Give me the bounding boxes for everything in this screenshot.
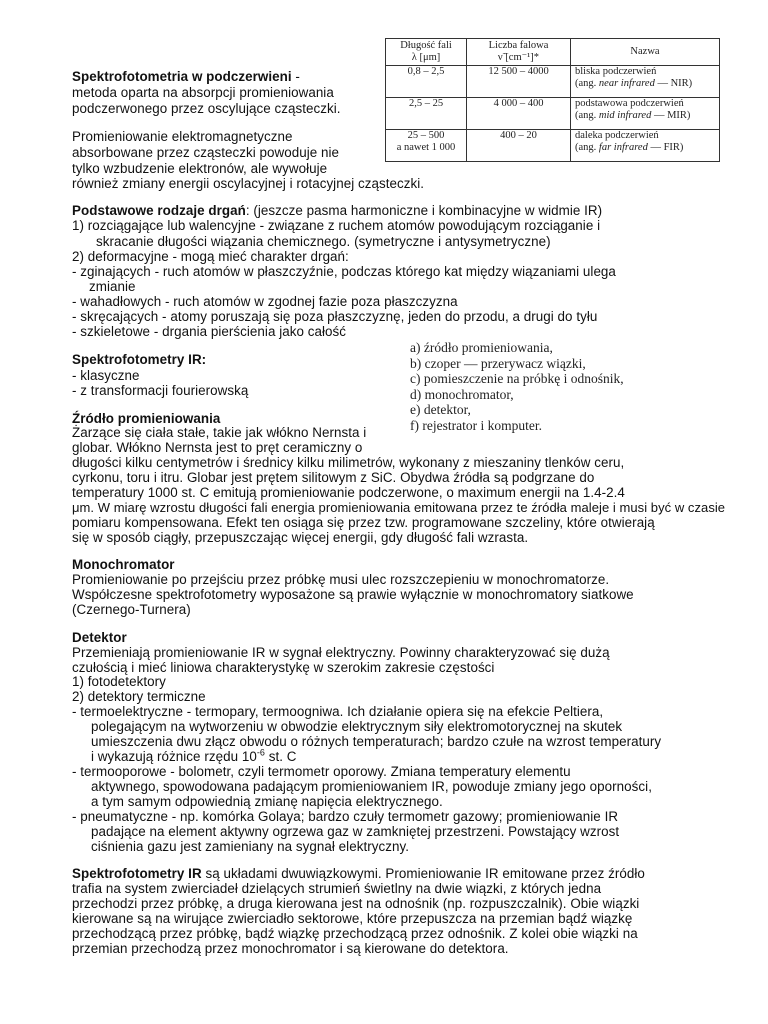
source-heading: Źródło promieniowania [72, 411, 221, 426]
text-line: zmianie [89, 279, 136, 294]
list-item: e) detektor, [410, 402, 471, 418]
text-line: kierowane są na wirujące zwierciadło sektorowe, które przepuszcza na przemian bądź wiązkę [72, 911, 633, 926]
text-line: Współczesne spektrofotometry wyposażone są prawie wyłącznie w monochromatory siatkowe [72, 587, 634, 602]
text-line: - skręcających - atomy poruszają się poza płaszczyznę, jeden do przodu, a drugi do tyłu [72, 309, 598, 324]
text-line: przechodzącą przez próbkę, bądź wiązkę przechodzącą przez odnośnik. Z kolei obie wiązki na [72, 926, 638, 941]
table-row [386, 98, 720, 130]
table-row [386, 66, 720, 98]
text-line: polegającym na wytworzeniu w obwodzie elektrycznym siły elektromotorycznej na skutek [91, 719, 623, 734]
table-cell: bliska podczerwień (ang. near infrared — NIR) [571, 66, 720, 98]
detector-heading: Detektor [72, 630, 127, 645]
text-line: - z transformacji fourierowską [72, 383, 249, 398]
text-line: - szkieletowe - drgania pierścienia jako całość [72, 324, 347, 339]
intro-line: metoda oparta na absorpcji promieniowania [72, 85, 334, 100]
table-row [386, 130, 720, 162]
text-line: temperatury 1000 st. C emitują promieniowanie podczerwone, o maximum energii na 1.4-2.4 [72, 485, 625, 500]
table-header-row [386, 39, 720, 66]
text-line: Spektrofotometry IR są układami dwuwiązkowymi. Promieniowanie IR emitowane przez źródło [72, 866, 645, 881]
list-item: b) czoper — przerywacz wiązki, [410, 355, 586, 371]
spectrophotometers-heading: Spektrofotometry IR: [72, 352, 207, 367]
text-line: się w sposób ciągły, przepuszczając więcej energii, gdy długość fali wzrasta. [72, 530, 529, 545]
text-line: - termooporowe - bolometr, czyli termometr oporowy. Zmiana temperatury elementu [72, 764, 571, 779]
text-line: ciśnienia gazu jest zamieniany na sygnał elektryczny. [91, 839, 409, 854]
text-line: a tym samym odpowiednią zmianę napięcia elektrycznego. [91, 794, 443, 809]
text-line: trafia na system zwierciadeł dzielących strumień świetlny na dwie wiązki, z których jedna [72, 881, 602, 896]
text-line: Promieniowanie po przejściu przez próbkę musi ulec rozszczepieniu w monochromatorze. [72, 572, 610, 587]
intro-line: tylko wzbudzenie elektronów, ale wywołuje [72, 161, 328, 176]
text-line: - termoelektryczne - termopary, termoogniwa. Ich działanie opiera się na efekcie Peltiera, [72, 704, 604, 719]
text-line: 1) fotodetektory [72, 674, 166, 689]
text-line: - zginających - ruch atomów w płaszczyźnie, podczas którego kat między wiązaniami ulega [72, 264, 616, 279]
list-item: d) monochromator, [410, 386, 514, 402]
instrument-parts-list [410, 340, 650, 436]
text-line: czułością i mieć liniowa charakterystykę w szerokim zakresie częstości [72, 660, 495, 675]
text-line: 1) rozciągające lub walencyjne - związane z ruchem atomów powodującym rozciąganie i [72, 218, 601, 233]
text-line: aktywnego, spowodowana padającym promieniowaniem IR, powoduje zmiany jego oporności, [91, 779, 652, 794]
intro-line: podczerwonego przez oscylujące cząsteczki. [72, 101, 341, 116]
text-line: przemian przechodzą przez monochromator i są kierowane do detektora. [72, 941, 509, 956]
intro-line: Promieniowanie elektromagnetyczne [72, 129, 293, 144]
table-header-wavenumber: Liczba falowa ν̃ [cm⁻¹]* [467, 39, 571, 66]
ir-ranges-table [385, 38, 720, 162]
text-line: Żarzące się ciała stałe, takie jak włókno Nernsta i [72, 425, 367, 440]
table-cell: podstawowa podczerwień (ang. mid infrared — MIR) [571, 98, 720, 130]
text-line: - wahadłowych - ruch atomów w zgodnej fazie poza płaszczyzna [72, 294, 458, 309]
table-cell: 25 – 500 a nawet 1 000 [386, 130, 467, 162]
list-item: f) rejestrator i komputer. [410, 417, 542, 433]
intro-title: Spektrofotometria w podczerwieni [72, 69, 292, 84]
table-header-name: Nazwa [571, 39, 720, 66]
vibrations-heading: Podstawowe rodzaje drgań [72, 203, 246, 218]
text-line: przechodzi przez próbkę, a druga kierowana jest na odnośnik (np. rozpuszczalnik). Obie wiązki [72, 896, 640, 911]
text-line: cyrkonu, toru i itru. Globar jest prętem silitowym z SiC. Obydwa źródła są podgrzane do [72, 470, 595, 485]
table-cell: 12 500 – 4000 [467, 66, 571, 98]
text-line: 2) detektory termiczne [72, 689, 206, 704]
spectrophotometers-ir-term: Spektrofotometry IR [72, 866, 202, 881]
text-line: padające na element aktywny ogrzewa gaz w zamkniętej przestrzeni. Powstający wzrost [91, 824, 620, 839]
vibrations-heading-line: Podstawowe rodzaje drgań: (jeszcze pasma harmoniczne i kombinacyjne w widmie IR) [72, 203, 603, 218]
table-cell: 0,8 – 2,5 [386, 66, 467, 98]
table-cell: 2,5 – 25 [386, 98, 467, 130]
text-line: - klasyczne [72, 368, 140, 383]
text-line: - pneumatyczne - np. komórka Golaya; bardzo czuły termometr gazowy; promieniowanie IR [72, 809, 619, 824]
text-line: 2) deformacyjne - mogą mieć charakter drgań: [72, 249, 349, 264]
intro-line: absorbowane przez cząsteczki powoduje nie [72, 145, 340, 160]
text-line: skracanie długości wiązania chemicznego. (symetryczne i antysymetryczne) [96, 234, 551, 249]
table-header-wavelength: Długość fali λ [μm] [386, 39, 467, 66]
text-line: Przemieniają promieniowanie IR w sygnał elektryczny. Powinny charakteryzować się dużą [72, 645, 610, 660]
table-cell: 4 000 – 400 [467, 98, 571, 130]
intro-title-line: Spektrofotometria w podczerwieni - [72, 69, 300, 84]
text-line: i wykazują różnice rzędu $10^{-6}$ st. C [91, 747, 297, 764]
list-item: a) źródło promieniowania, [410, 340, 553, 355]
text-line: umieszczenia dwu złącz obwodu o różnych temperaturach; bardzo czułe na wzrost temperatury [91, 734, 662, 749]
monochromator-heading: Monochromator [72, 557, 175, 572]
text-line: (Czernego-Turnera) [72, 602, 191, 617]
intro-line: również zmiany energii oscylacyjnej i rotacyjnej cząsteczki. [72, 176, 425, 191]
table-cell: daleka podczerwień (ang. far infrared — FIR) [571, 130, 720, 162]
text-line: długości kilku centymetrów i średnicy kilku milimetrów, wykonany z mieszaniny tlenków ceru, [72, 455, 625, 470]
text-line: globar. Włókno Nernsta jest to pręt ceramiczny o [72, 440, 363, 455]
list-item: c) pomieszczenie na próbkę i odnośnik, [410, 371, 624, 387]
text-line: μm. W miarę wzrostu długości fali energia promieniowania emitowana przez te źródła maleje i musi być w czasie [72, 500, 726, 515]
table-cell: 400 – 20 [467, 130, 571, 162]
text-line: pomiaru kompensowana. Efekt ten osiąga się przez tzw. programowane szczeliny, które otwierają [72, 515, 655, 530]
